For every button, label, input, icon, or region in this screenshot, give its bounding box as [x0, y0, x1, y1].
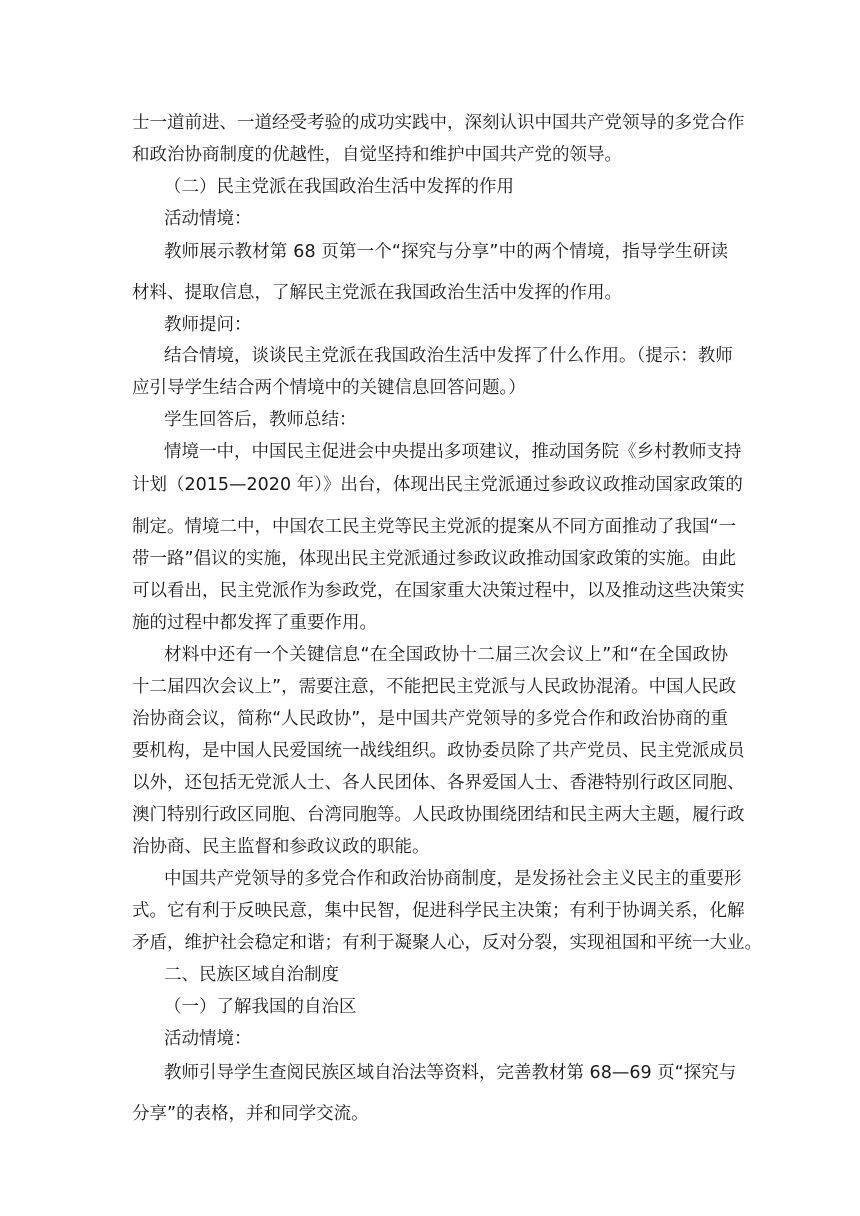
paragraph-line: 以外，还包括无党派人士、各人民团体、各界爱国人士、香港特别行政区同胞、: [132, 773, 745, 793]
paragraph-line: 澳门特别行政区同胞、台湾同胞等。人民政协围绕团结和民主两大主题，履行政: [132, 805, 745, 825]
paragraph-line: 教师展示教材第 68 页第一个“探究与分享”中的两个情境，指导学生研读: [164, 242, 728, 262]
paragraph-line: 施的过程中都发挥了重要作用。: [132, 613, 377, 633]
paragraph-line: 和政治协商制度的优越性，自觉坚持和维护中国共产党的领导。: [132, 145, 622, 165]
paragraph-line: 士一道前进、一道经受考验的成功实践中，深刻认识中国共产党领导的多党合作: [132, 113, 745, 133]
paragraph-line: 材料中还有一个关键信息“在全国政协十二届三次会议上”和“在全国政协: [164, 645, 728, 665]
section-heading: 二、民族区域自治制度: [164, 965, 339, 985]
paragraph-line: 式。它有利于反映民意，集中民智，促进科学民主决策；有利于协调关系，化解: [132, 901, 745, 921]
paragraph-line: 情境一中，中国民主促进会中央提出多项建议，推动国务院《乡村教师支持: [164, 442, 742, 462]
paragraph-line: 中国共产党领导的多党合作和政治协商制度，是发扬社会主义民主的重要形: [164, 869, 742, 889]
paragraph-line: 应引导学生结合两个情境中的关键信息回答问题。）: [132, 378, 526, 398]
section-heading: （一）了解我国的自治区: [164, 997, 357, 1017]
paragraph-line: 计划（2015—2020 年）》出台，体现出民主党派通过参政议政推动国家政策的: [132, 475, 743, 495]
paragraph-line: 材料、提取信息，了解民主党派在我国政治生活中发挥的作用。: [132, 283, 622, 303]
paragraph-line: 制定。情境二中，中国农工民主党等民主党派的提案从不同方面推动了我国“一: [132, 517, 737, 537]
paragraph-line: 可以看出，民主党派作为参政党，在国家重大决策过程中，以及推动这些决策实: [132, 581, 745, 601]
paragraph-line: 要机构，是中国人民爱国统一战线组织。政协委员除了共产党员、民主党派成员: [132, 741, 745, 761]
paragraph-line: 教师引导学生查阅民族区域自治法等资料，完善教材第 68—69 页“探究与: [164, 1063, 737, 1083]
subheading: 活动情境：: [164, 209, 252, 229]
paragraph-line: 十二届四次会议上”，需要注意，不能把民主党派与人民政协混淆。中国人民政: [132, 677, 737, 697]
subheading: 学生回答后，教师总结：: [164, 410, 357, 430]
paragraph-line: 矛盾，维护社会稳定和谐；有利于凝聚人心，反对分裂，实现祖国和平统一大业。: [132, 933, 762, 953]
paragraph-line: 分享”的表格，并和同学交流。: [132, 1104, 369, 1124]
paragraph-line: 治协商、民主监督和参政议政的职能。: [132, 837, 430, 857]
paragraph-line: 治协商会议，简称“人民政协”，是中国共产党领导的多党合作和政治协商的重: [132, 709, 728, 729]
paragraph-line: 带一路”倡议的实施，体现出民主党派通过参政议政推动国家政策的实施。由此: [132, 549, 737, 569]
subheading: 活动情境：: [164, 1029, 252, 1049]
subheading: 教师提问：: [164, 315, 252, 335]
paragraph-line: 结合情境，谈谈民主党派在我国政治生活中发挥了什么作用。（提示：教师: [164, 346, 733, 366]
section-heading: （二）民主党派在我国政治生活中发挥的作用: [164, 177, 514, 197]
